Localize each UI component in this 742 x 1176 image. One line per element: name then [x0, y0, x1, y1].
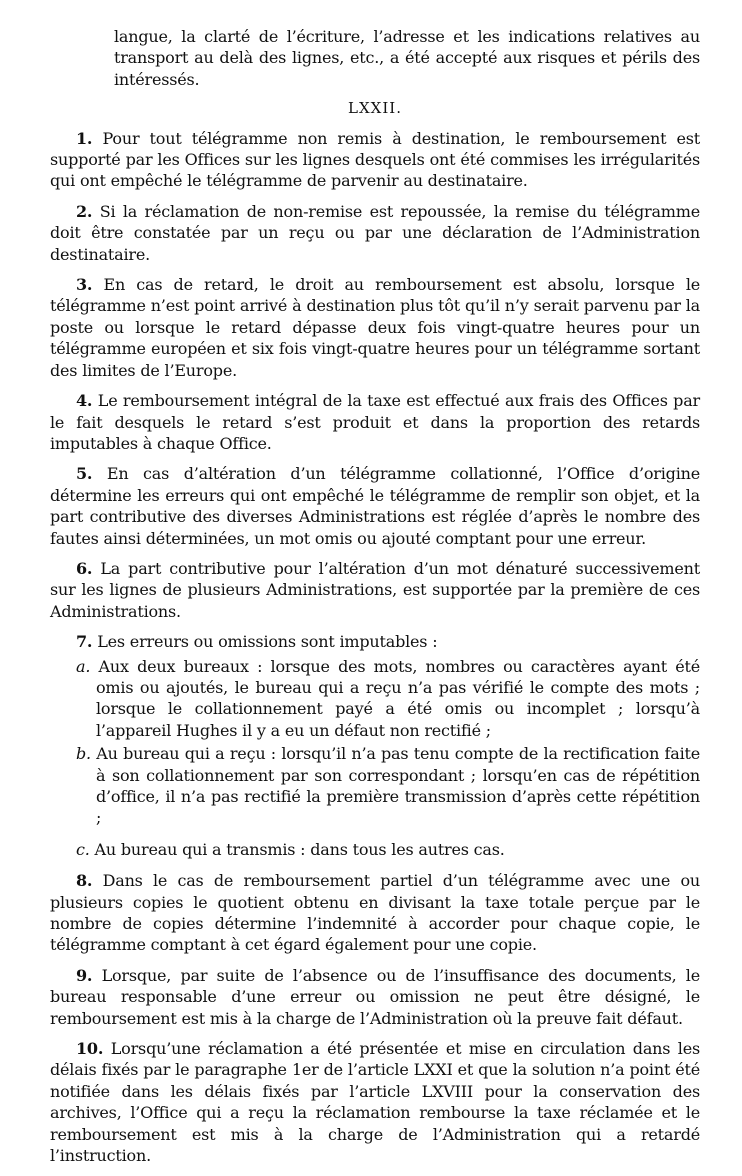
paragraph-text: Les erreurs ou omissions sont imputables :	[97, 632, 438, 652]
subitem-b	[50, 743, 700, 829]
document-page	[50, 26, 700, 1176]
paragraph-3	[50, 274, 700, 381]
paragraph-number: 4.	[76, 391, 93, 411]
paragraph-text: Le remboursement intégral de la taxe est effectué aux frais des Offices par le fait desquels le retard s’est produit et dans la proportion des retards imputables à chaque Office.	[50, 391, 700, 453]
subitem-letter: a.	[76, 656, 91, 676]
paragraph-6	[50, 558, 700, 622]
paragraph-10	[50, 1038, 700, 1166]
subitem-letter: c.	[76, 839, 90, 859]
paragraph-8	[50, 870, 700, 956]
subitem-text: Au bureau qui a reçu : lorsqu’il n’a pas tenu compte de la rectification faite à son collationnement par son correspondant ; lorsqu’en cas de répétition d’office, il n’a pas rectifié la première transmission d’après cette répétition ;	[96, 744, 700, 828]
subitem-letter: b.	[76, 744, 91, 764]
paragraph-text: Pour tout télégramme non remis à destination, le remboursement est supporté par les Offices sur les lignes desquels ont été commises les irrégularités qui ont empêché le télégramme de parvenir au destinataire.	[50, 128, 700, 191]
paragraph-9	[50, 965, 700, 1029]
paragraph-number: 10.	[76, 1039, 104, 1059]
paragraph-2	[50, 201, 700, 265]
paragraph-1	[50, 128, 700, 192]
paragraph-5	[50, 463, 700, 549]
section-title: LXXII.	[348, 99, 402, 118]
paragraph-text: Lorsque, par suite de l’absence ou de l’insuffisance des documents, le bureau responsable d’une erreur ou omission ne peut être désigné, le remboursement est mis à la charge de l’Administration où la preuve fait défaut.	[50, 965, 700, 1028]
paragraph-4	[50, 390, 700, 454]
paragraph-number: 5.	[76, 464, 93, 484]
paragraph-number: 2.	[76, 201, 93, 221]
paragraph-text: La part contributive pour l’altération d’un mot dénaturé successivement sur les lignes de plusieurs Administrations, est supportée par la première de ces Administrations.	[50, 558, 700, 621]
subitem-text: Au bureau qui a transmis : dans tous les autres cas.	[94, 839, 505, 859]
continuation-text: langue, la clarté de l’écriture, l’adresse et les indications relatives au transport au delà des lignes, etc., a été accepté aux risques et périls des intéressés.	[114, 27, 700, 89]
paragraph-text: Si la réclamation de non-remise est repoussée, la remise du télégramme doit être constatée par un reçu ou par une déclaration de l’Administration destinataire.	[50, 201, 700, 264]
paragraph-number: 3.	[76, 275, 93, 295]
paragraph-number: 6.	[76, 558, 93, 578]
paragraph-text: Lorsqu’une réclamation a été présentée et mise en circulation dans les délais fixés par le paragraphe 1er de l’article LXXI et que la solution n’a point été notifiée dans les délais fixés par l’article LXVIII pour la conservation des archives, l’Office qui a reçu la réclamation rembourse la taxe réclamée et le remboursement est mis à la charge de l’Administration qui a retardé l’instruction.	[50, 1039, 700, 1166]
subitem-text: Aux deux bureaux : lorsque des mots, nombres ou caractères ayant été omis ou ajoutés, le bureau qui a reçu n’a pas vérifié le compte des mots ; lorsque le collationnement payé a été omis ou incomplet ; lorsqu’à l’appareil Hughes il y a eu un défaut non rectifié ;	[96, 656, 700, 740]
paragraph-number: 7.	[76, 632, 93, 652]
paragraph-number: 1.	[76, 128, 93, 148]
subitem-a	[50, 656, 700, 742]
paragraph-text: En cas d’altération d’un télégramme collationné, l’Office d’origine détermine les erreurs qui ont empêché le télégramme de remplir son objet, et la part contributive des diverses Administrations est réglée d’après le nombre des fautes ainsi déterminées, un mot omis ou ajouté comptant pour une erreur.	[50, 464, 700, 548]
paragraph-text: Dans le cas de remboursement partiel d’un télégramme avec une ou plusieurs copies le quotient obtenu en divisant la taxe totale perçue par le nombre de copies détermine l’indemnité à accorder pour chaque copie, le télégramme comptant à cet égard également pour une copie.	[50, 871, 701, 955]
paragraph-number: 8.	[76, 871, 93, 891]
paragraph-7	[50, 631, 700, 652]
paragraph-number: 9.	[76, 965, 93, 985]
subitem-c	[50, 839, 700, 860]
paragraph-text: En cas de retard, le droit au remboursement est absolu, lorsque le télégramme n’est point arrivé à destination plus tôt qu’il n’y serait parvenu par la poste ou lorsque le retard dépasse deux fois vingt-quatre heures pour un télégramme européen et six fois vingt-quatre heures pour un télégramme sortant des limites de l’Europe.	[50, 275, 701, 380]
